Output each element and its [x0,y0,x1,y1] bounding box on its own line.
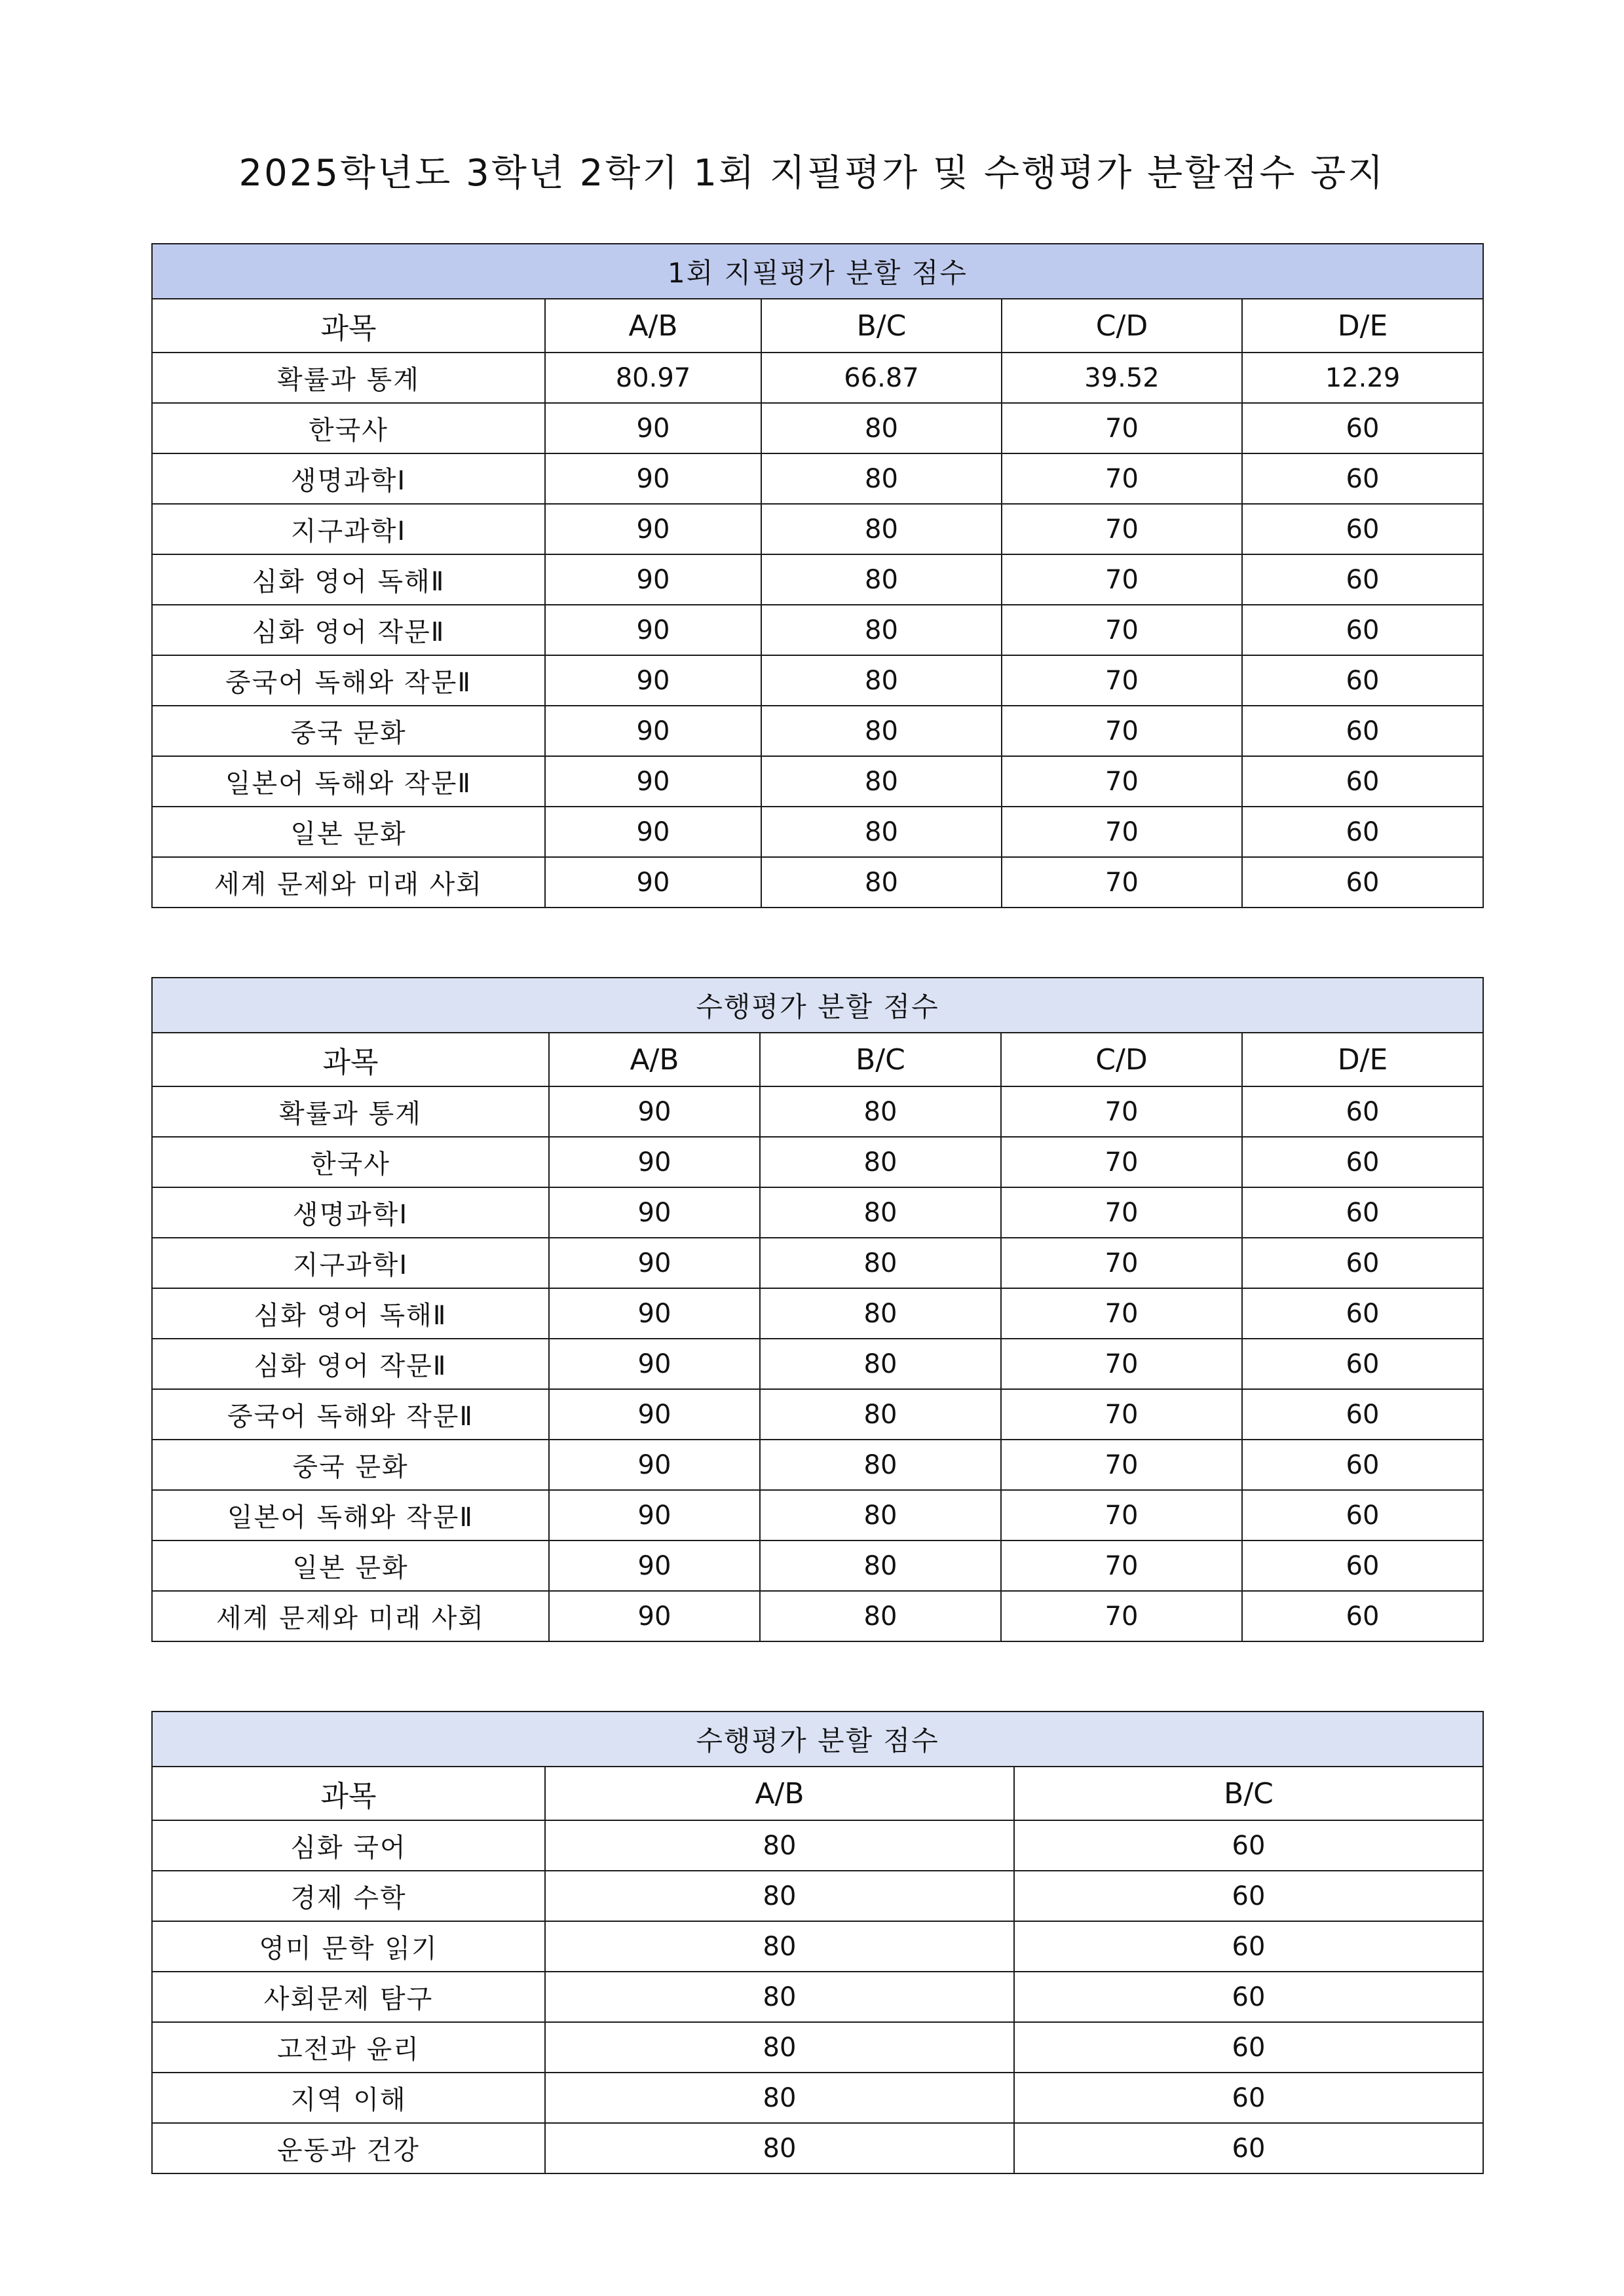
subject-cell: 생명과학Ⅰ [152,453,545,504]
table-row [152,1288,1483,1339]
cut-score-cell: 70 [1002,756,1242,807]
table-row [152,504,1483,554]
table-row [152,1972,1483,2022]
cut-score-cell: 60 [1242,1288,1483,1339]
column-header-cutoff: D/E [1242,299,1483,353]
table-row [152,1389,1483,1440]
table-header-row [152,1033,1483,1086]
cut-score-cell: 70 [1001,1086,1242,1137]
cut-score-cell: 70 [1001,1440,1242,1490]
cut-score-cell: 66.87 [761,353,1002,403]
table-row [152,453,1483,504]
cut-score-cell: 90 [549,1389,760,1440]
cut-score-cell: 60 [1242,403,1483,453]
table-row [152,1187,1483,1238]
cut-score-cell: 80 [761,756,1002,807]
cut-score-cell: 70 [1001,1339,1242,1389]
subject-cell: 중국어 독해와 작문Ⅱ [152,1389,549,1440]
cut-score-cell: 80 [760,1288,1001,1339]
cut-score-cell: 60 [1242,1339,1483,1389]
cut-score-cell: 60 [1014,1820,1483,1871]
cut-score-cell: 60 [1242,1540,1483,1591]
cut-score-cell: 60 [1242,1389,1483,1440]
cut-score-cell: 80 [760,1440,1001,1490]
table-row [152,2123,1483,2173]
subject-cell: 운동과 건강 [152,2123,545,2173]
subject-cell: 생명과학Ⅰ [152,1187,549,1238]
cut-score-cell: 90 [545,403,761,453]
cut-score-cell: 60 [1242,857,1483,908]
table-row [152,1591,1483,1641]
cut-score-cell: 80 [761,807,1002,857]
subject-cell: 일본 문화 [152,807,545,857]
cut-score-cell: 90 [549,1238,760,1288]
column-header-subject: 과목 [152,1033,549,1086]
cut-score-cell: 90 [545,504,761,554]
column-header-subject: 과목 [152,1767,545,1820]
cut-score-cell: 80 [545,2073,1014,2123]
cut-score-cell: 70 [1001,1591,1242,1641]
table-row [152,807,1483,857]
table-row [152,1440,1483,1490]
subject-cell: 확률과 통계 [152,353,545,403]
cut-score-cell: 60 [1242,1440,1483,1490]
table-caption: 수행평가 분할 점수 [152,978,1483,1033]
subject-cell: 심화 영어 독해Ⅱ [152,554,545,605]
table-row [152,1871,1483,1921]
cut-score-cell: 80 [761,504,1002,554]
column-header-cutoff: B/C [761,299,1002,353]
cut-score-cell: 80 [761,554,1002,605]
subject-cell: 지역 이해 [152,2073,545,2123]
cut-score-cell: 90 [549,1339,760,1389]
cut-score-cell: 80 [760,1086,1001,1137]
cut-score-cell: 70 [1002,504,1242,554]
cut-score-cell: 70 [1002,554,1242,605]
cut-score-cell: 90 [545,605,761,655]
cut-score-cell: 90 [549,1440,760,1490]
cut-score-cell: 90 [549,1187,760,1238]
table-row [152,1238,1483,1288]
cut-score-cell: 80 [761,857,1002,908]
cut-score-cell: 80 [545,1871,1014,1921]
cut-score-cell: 60 [1242,1490,1483,1540]
subject-cell: 심화 영어 작문Ⅱ [152,1339,549,1389]
table-row [152,1339,1483,1389]
subject-cell: 중국어 독해와 작문Ⅱ [152,655,545,706]
table-row [152,756,1483,807]
column-header-cutoff: B/C [1014,1767,1483,1820]
cut-score-cell: 90 [545,756,761,807]
cut-score-cell: 80 [761,403,1002,453]
cut-score-cell: 70 [1001,1540,1242,1591]
cut-score-cell: 80 [760,1238,1001,1288]
cut-score-cell: 60 [1014,1921,1483,1972]
table-row [152,403,1483,453]
cut-score-cell: 70 [1002,403,1242,453]
cut-score-cell: 70 [1002,706,1242,756]
cut-score-cell: 90 [545,857,761,908]
column-header-cutoff: D/E [1242,1033,1483,1086]
table-row [152,655,1483,706]
cut-score-cell: 90 [549,1540,760,1591]
column-header-cutoff: C/D [1001,1033,1242,1086]
cut-score-cell: 80 [760,1490,1001,1540]
cut-score-cell: 80 [545,1921,1014,1972]
table-caption-row [152,244,1483,299]
cut-score-cell: 70 [1001,1389,1242,1440]
cut-score-cell: 70 [1002,857,1242,908]
subject-cell: 일본어 독해와 작문Ⅱ [152,1490,549,1540]
table-caption: 수행평가 분할 점수 [152,1712,1483,1767]
cut-score-cell: 60 [1014,1972,1483,2022]
cut-score-cell: 90 [549,1490,760,1540]
cut-score-cell: 90 [549,1086,760,1137]
subject-cell: 심화 영어 독해Ⅱ [152,1288,549,1339]
cut-score-cell: 60 [1014,1871,1483,1921]
column-header-cutoff: C/D [1002,299,1242,353]
cut-score-cell: 60 [1242,554,1483,605]
cut-score-cell: 90 [549,1137,760,1187]
cut-score-cell: 60 [1242,504,1483,554]
subject-cell: 중국 문화 [152,706,545,756]
subject-cell: 한국사 [152,1137,549,1187]
column-header-cutoff: B/C [760,1033,1001,1086]
table-row [152,1540,1483,1591]
cut-score-cell: 70 [1002,655,1242,706]
cut-score-cell: 80 [760,1137,1001,1187]
table-row [152,353,1483,403]
cut-score-cell: 60 [1242,1187,1483,1238]
table-caption-row [152,1712,1483,1767]
subject-cell: 세계 문제와 미래 사회 [152,857,545,908]
table-row [152,1137,1483,1187]
performance-cut-score-table [151,977,1484,1642]
table-row [152,1921,1483,1972]
cut-score-cell: 70 [1002,605,1242,655]
cut-score-cell: 90 [545,655,761,706]
table-row [152,1490,1483,1540]
cut-score-cell: 80 [760,1389,1001,1440]
subject-cell: 경제 수학 [152,1871,545,1921]
table-caption-row [152,978,1483,1033]
cut-score-cell: 90 [545,807,761,857]
cut-score-cell: 90 [545,706,761,756]
subject-cell: 지구과학Ⅰ [152,1238,549,1288]
subject-cell: 한국사 [152,403,545,453]
cut-score-cell: 60 [1242,706,1483,756]
column-header-cutoff: A/B [545,299,761,353]
table-row [152,706,1483,756]
subject-cell: 세계 문제와 미래 사회 [152,1591,549,1641]
cut-score-cell: 90 [549,1591,760,1641]
table-row [152,605,1483,655]
table-row [152,2022,1483,2073]
cut-score-cell: 80 [760,1187,1001,1238]
cut-score-cell: 60 [1242,655,1483,706]
cut-score-cell: 60 [1242,1137,1483,1187]
cut-score-cell: 80 [761,706,1002,756]
column-header-cutoff: A/B [545,1767,1014,1820]
cut-score-cell: 80.97 [545,353,761,403]
cut-score-cell: 70 [1002,453,1242,504]
subject-cell: 확률과 통계 [152,1086,549,1137]
cut-score-cell: 70 [1002,807,1242,857]
cut-score-cell: 70 [1001,1490,1242,1540]
column-header-cutoff: A/B [549,1033,760,1086]
cut-score-cell: 80 [761,655,1002,706]
column-header-subject: 과목 [152,299,545,353]
table-row [152,1820,1483,1871]
cut-score-cell: 70 [1001,1187,1242,1238]
table-header-row [152,1767,1483,1820]
written-exam-cut-score-table [151,243,1484,908]
cut-score-cell: 12.29 [1242,353,1483,403]
subject-cell: 지구과학Ⅰ [152,504,545,554]
subject-cell: 사회문제 탐구 [152,1972,545,2022]
cut-score-cell: 80 [545,1820,1014,1871]
cut-score-cell: 70 [1001,1288,1242,1339]
cut-score-cell: 39.52 [1002,353,1242,403]
cut-score-cell: 60 [1242,453,1483,504]
subject-cell: 일본 문화 [152,1540,549,1591]
cut-score-cell: 90 [549,1288,760,1339]
table-header-row [152,299,1483,353]
cut-score-cell: 90 [545,453,761,504]
subject-cell: 심화 영어 작문Ⅱ [152,605,545,655]
cut-score-cell: 60 [1242,1591,1483,1641]
cut-score-cell: 60 [1242,605,1483,655]
cut-score-cell: 80 [545,1972,1014,2022]
table-row [152,857,1483,908]
cut-score-cell: 60 [1014,2022,1483,2073]
cut-score-cell: 80 [545,2123,1014,2173]
cut-score-cell: 60 [1242,1086,1483,1137]
subject-cell: 일본어 독해와 작문Ⅱ [152,756,545,807]
cut-score-cell: 80 [760,1540,1001,1591]
cut-score-cell: 80 [761,605,1002,655]
cut-score-cell: 80 [545,2022,1014,2073]
page-title: 2025학년도 3학년 2학기 1회 지필평가 및 수행평가 분할점수 공지 [238,152,1386,195]
cut-score-cell: 60 [1242,1238,1483,1288]
table-row [152,554,1483,605]
subject-cell: 영미 문학 읽기 [152,1921,545,1972]
cut-score-cell: 90 [545,554,761,605]
cut-score-cell: 80 [760,1591,1001,1641]
table-caption: 1회 지필평가 분할 점수 [152,244,1483,299]
cut-score-cell: 70 [1001,1238,1242,1288]
performance-cut-score-table-two-grade [151,1711,1484,2174]
cut-score-cell: 60 [1014,2073,1483,2123]
cut-score-cell: 70 [1001,1137,1242,1187]
subject-cell: 고전과 윤리 [152,2022,545,2073]
subject-cell: 심화 국어 [152,1820,545,1871]
subject-cell: 중국 문화 [152,1440,549,1490]
cut-score-cell: 60 [1242,756,1483,807]
table-row [152,2073,1483,2123]
table-row [152,1086,1483,1137]
cut-score-cell: 80 [761,453,1002,504]
cut-score-cell: 60 [1242,807,1483,857]
cut-score-cell: 80 [760,1339,1001,1389]
cut-score-cell: 60 [1014,2123,1483,2173]
